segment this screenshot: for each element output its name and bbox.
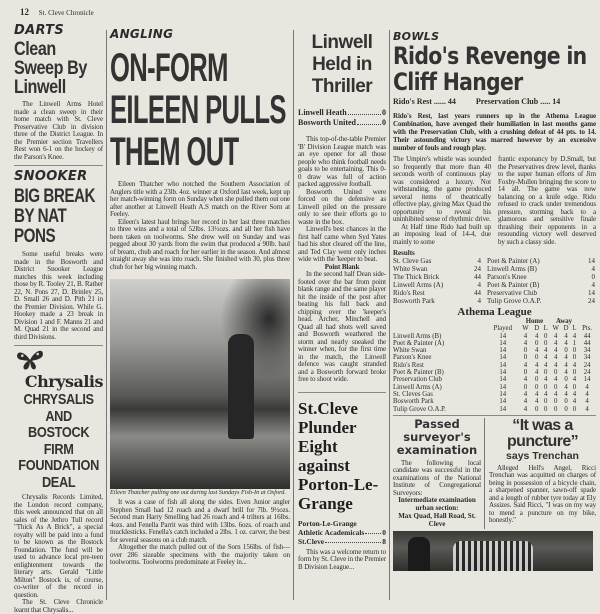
league-cell: 14 — [499, 347, 507, 355]
result-team: Linwell Arms (A) — [393, 281, 444, 289]
team-score: 44 — [447, 97, 456, 106]
league-cell: 0 — [564, 347, 568, 355]
score-away: Preservation Club ..... 14 — [475, 97, 561, 106]
league-cell: 0 — [553, 369, 558, 377]
result-team: Bosworth Park — [393, 297, 435, 305]
score-row — [298, 528, 386, 537]
butterfly-logo-icon — [14, 348, 103, 372]
puncture-body: Alleged Hell's Angel, Ricci Trenchan was acquitted on charges of being in possession of a bicycle chain, a sharpened spanner, sawn-off spade and a length of rubber tyre today at Ely Assizes. Said Ricci, "I was on my way to mend a puncture on my bike, honestly." — [489, 463, 596, 525]
league-cell: 4 — [543, 347, 548, 355]
league-cell: 0 — [543, 383, 548, 391]
divider — [14, 165, 103, 166]
result-score: 44 — [474, 289, 481, 297]
league-cell: 4 — [564, 383, 568, 391]
league-cell: 0 — [534, 383, 539, 391]
league-cell: 24 — [583, 361, 591, 369]
league-cell: 0 — [572, 405, 577, 413]
league-cell: 4 — [564, 390, 568, 398]
linwell-scores — [298, 108, 386, 128]
league-cell: 34 — [583, 354, 591, 362]
league-cell: 4 — [585, 405, 589, 413]
league-cell: 14 — [499, 369, 507, 377]
league-cell: 4 — [585, 383, 589, 391]
league-column-header: D — [534, 325, 540, 333]
angling-article — [110, 27, 290, 567]
score-row — [298, 118, 386, 128]
league-column-header: Played — [493, 325, 512, 333]
bowls-body — [393, 156, 596, 246]
team-name: Athletic Academicals — [298, 527, 365, 537]
linwell-paragraph: Bosworth United were forced on the defensive as Linwell piled on the pressure only to see their efforts go to waste in the box. — [298, 187, 386, 226]
league-cell: 4 — [564, 339, 568, 347]
league-column-header — [393, 325, 486, 332]
league-cell: 14 — [499, 405, 507, 413]
league-cell: 44 — [583, 339, 591, 347]
result-score: 44 — [474, 273, 481, 281]
darts-body: The Linwell Arms Hotel made a clean sweep in their home match with St. Cleve Preservative Club in division three of the District League. In the Premier section Travellers Rest won 6-1 on the hockey of the Parson's Knee. — [14, 100, 103, 161]
bowls-paragraph: The Umpire's whistle was sounded so frequently that more than 40 seconds worth of continuous play was considered a luxury. Not withstanding, the game produced several items of theatrically effective play, giving Max Quad the opportunity to reveal his uninhibited sense of rhythmic drive. — [393, 155, 491, 223]
surveyor-headline: Passed surveyor's examination — [396, 416, 478, 457]
league-team: Linwell Arms (A) — [393, 383, 442, 391]
surveyor-article — [393, 418, 485, 529]
league-cell: 4 — [523, 339, 528, 347]
puncture-article — [489, 418, 596, 529]
league-cell: 34 — [583, 347, 591, 355]
league-cell: 0 — [543, 398, 548, 406]
stcleve-body: This was a welcome return to form by St. Cleve in the Premier B Division League... — [298, 547, 386, 571]
league-cell: 14 — [583, 376, 591, 384]
bowls-kicker: BOWLS — [393, 30, 440, 43]
league-cell: 0 — [534, 339, 539, 347]
result-row — [393, 265, 596, 273]
league-cell: 4 — [523, 390, 528, 398]
team-score: 0 — [382, 118, 386, 127]
masthead — [20, 7, 94, 18]
league-cell: 14 — [499, 376, 507, 384]
score-row — [298, 537, 386, 546]
team-name: Rido's Rest — [393, 97, 432, 106]
away-group: Away — [555, 318, 573, 325]
league-cell: 4 — [543, 390, 548, 398]
league-cell: 0 — [543, 339, 548, 347]
angling-kicker: ANGLING — [110, 27, 174, 41]
team-name: Bosworth United — [298, 118, 357, 127]
team-score: 14 — [552, 97, 561, 106]
league-title: Athema League — [457, 306, 532, 318]
team-score: 8 — [382, 536, 386, 546]
league-cell: 4 — [564, 369, 568, 377]
league-cell: 0 — [553, 405, 558, 413]
league-row — [393, 340, 596, 347]
league-cell: 14 — [499, 383, 507, 391]
league-cell: 4 — [585, 398, 589, 406]
league-row — [393, 398, 596, 405]
league-cell: 0 — [564, 376, 568, 384]
result-score: 4 — [477, 257, 481, 265]
league-cell: 4 — [523, 376, 528, 384]
league-cell: 4 — [534, 398, 539, 406]
league-column-header: L — [543, 325, 548, 333]
league-row — [393, 347, 596, 354]
league-row — [393, 333, 596, 340]
surveyor-section: Intermediate examination urban section: — [398, 496, 476, 513]
team-photo — [393, 531, 593, 571]
league-cell: 4 — [534, 361, 539, 369]
league-cell: 0 — [572, 347, 577, 355]
result-team: Parson's Knee — [487, 273, 527, 281]
bowls-intro: Rido's Rest, last years runners up in the Athema League Combination, have avenged their humiliation in last months game with the Preservation Club, with a crushing defeat of 44 pts. to 14. Their astounding victory was marred however by an excessive number of fouls and rough play. — [393, 112, 596, 152]
team-score: 0 — [382, 527, 386, 537]
bowls-headline: Rido's Revenge in Cliff Hanger — [393, 42, 587, 96]
league-column-header: W — [522, 325, 529, 333]
league-cell: 4 — [523, 405, 528, 413]
league-group-row — [393, 318, 596, 325]
league-team: Rido's Rest — [393, 361, 424, 369]
league-cell: 14 — [499, 354, 507, 362]
result-score: 0 — [591, 273, 595, 281]
result-team: Poet & Painter (A) — [487, 257, 540, 265]
league-cell: 4 — [543, 361, 548, 369]
angler-photo-caption: Eileen Thatcher pulling one out during last Sundays Fish-In at Oxford. — [110, 489, 286, 496]
league-cell: 14 — [499, 390, 507, 398]
league-cell: 4 — [534, 390, 539, 398]
league-team: St. Cleves Gas — [393, 390, 433, 398]
league-row — [393, 376, 596, 383]
result-row — [393, 281, 596, 289]
result-score: 24 — [474, 265, 481, 273]
league-cell: 4 — [585, 390, 589, 398]
stcleve-scores — [298, 519, 386, 546]
result-team: Rido's Rest — [393, 289, 425, 297]
league-team: Bosworth Park — [393, 398, 434, 406]
angler-figure — [228, 334, 254, 439]
league-cell: 14 — [499, 332, 507, 340]
league-team: Parson's Knee — [393, 354, 432, 362]
result-score: 4 — [477, 281, 481, 289]
league-team: Linwell Arms (B) — [393, 332, 442, 340]
league-cell: 0 — [543, 369, 548, 377]
league-team: Preservation Club — [393, 376, 442, 384]
league-row — [393, 406, 596, 413]
result-team: Linwell Arms (B) — [487, 265, 537, 273]
angling-paragraph: Eileen Thatcher who notched the Southern Association of Anglers title with a 23lb. 4oz. winner at Oxford last week, kept up her match-winning form on Sunday when she pulled them out one after another at Linwell Heath A.S match on the River Sorn at Feeley. — [110, 180, 290, 218]
angling-paragraph: Altogether the match pulled out of the Sorn 156lbs. of fish—over 286 sizeable specimens with the majority taken on toolworms. Toolworms predominate at Feeley in... — [110, 543, 290, 566]
league-cell: 4 — [553, 390, 558, 398]
angler-photo — [110, 279, 290, 489]
league-cell: 4 — [572, 376, 577, 384]
headline-line: THEM OUT — [110, 130, 239, 174]
league-cell: 4 — [572, 398, 577, 406]
league-team: White Swan — [393, 347, 427, 355]
league-cell: 4 — [553, 354, 558, 362]
result-score: 24 — [588, 297, 595, 305]
league-cell: 4 — [572, 332, 577, 340]
league-row — [393, 354, 596, 361]
column-rule — [389, 30, 390, 600]
column-third — [298, 32, 386, 571]
angling-paragraph: It was a case of fish all along the sides. Even Junior angler Stephen Small had 12 roach and a dwarf brill for 7lb. 9½ozs. Second man Harry Smelling had 26 roach and 4 trilters at 16lbs. 4ozs. and Fenella Parrit was third with 13lbs. 6ozs. of roach and mucklesticks. Fenella's catch included a 2lbs. 1 oz. carver, the best for several seasons on a club match. — [110, 498, 290, 544]
bowls-col-1 — [393, 156, 491, 246]
result-score: 4 — [591, 265, 595, 273]
surveyor-body: The following local candidate was successful in the examinations of the National Institute of Congregational Surveyors: — [393, 458, 481, 497]
linwell-subhead: Point Blank — [324, 262, 360, 271]
headline-line: ON-FORM — [110, 46, 228, 90]
league-team: Tulip Grove O.A.P. — [393, 405, 446, 413]
league-team: Poet & Painter (A) — [393, 339, 445, 347]
divider — [14, 345, 103, 346]
league-column-header: W — [552, 325, 559, 333]
league-cell: 4 — [553, 347, 558, 355]
angling-body-top — [110, 181, 290, 271]
angling-paragraph: Eileen's latest haul brings her record in her last three matches to three wins and a total of 52lbs. 13½ozs. and all her fish have been taken on toolworms. She drew well on Sunday and was pegged about 30 yards from the swim that produced a 90lb. haul of bream, chub and roach for her earlier in the season. And almost straight away she was into roach. She finished with 30, plus three chub for her big winning match. — [110, 217, 290, 271]
result-team: White Swan — [393, 265, 428, 273]
league-cell: 4 — [553, 376, 558, 384]
results-list — [393, 257, 596, 305]
darts-kicker: DARTS — [14, 23, 65, 38]
snooker-kicker: SNOOKER — [14, 169, 88, 184]
puncture-headline: “It was a puncture” — [506, 416, 579, 450]
league-cell: 0 — [543, 405, 548, 413]
headline-line: EILEEN PULLS — [110, 88, 286, 132]
result-row — [393, 297, 596, 305]
league-cell: 4 — [553, 361, 558, 369]
stcleve-headline: St.Cleve Plunder Eight against Porton-Le-Grange — [298, 398, 379, 513]
league-column-header: L — [572, 325, 577, 333]
result-team: Poet & Painter (B) — [487, 281, 540, 289]
league-cell: 0 — [572, 369, 577, 377]
league-cell: 0 — [553, 398, 558, 406]
league-cell: 0 — [564, 398, 568, 406]
league-cell: 0 — [523, 383, 528, 391]
league-row — [393, 391, 596, 398]
league-table — [393, 318, 596, 413]
angling-body-bottom — [110, 499, 290, 567]
league-cell: 14 — [499, 361, 507, 369]
linwell-headline: Linwell Held in Thriller — [311, 32, 373, 97]
divider — [393, 415, 596, 416]
league-cell: 4 — [534, 332, 539, 340]
chrysalis-logo: Chrysalis — [24, 372, 103, 391]
league-cell: 4 — [553, 339, 558, 347]
league-cell: 0 — [534, 376, 539, 384]
result-team: Tulip Grove O.A.P. — [487, 297, 542, 305]
league-cell: 4 — [564, 332, 568, 340]
snooker-article — [14, 170, 103, 341]
chrysalis-body — [14, 494, 103, 614]
league-cell: 4 — [534, 347, 539, 355]
league-team: Poet & Painter (B) — [393, 369, 444, 377]
league-column-header: D — [563, 325, 569, 333]
league-row — [393, 369, 596, 376]
linwell-paragraph: In the second half Dean side-footed over the bar from point blank range and the same player hit the inside of the post after beating his full back and chipping over the 'keeper's head. Archer, Minchell and Quad all had shots well saved and Bosworth weathered the storm and nearly sneaked the winner when, for the first time in the match, the Linwell defence was caught stranded and a Bosworth forward broke free to shoot wide. — [298, 270, 386, 383]
team-name: Preservation Club — [475, 97, 539, 106]
lower-articles — [393, 418, 596, 529]
column-rule — [106, 30, 107, 600]
result-team: The Thick Brick — [393, 273, 440, 281]
score-row — [298, 108, 386, 118]
league-cell: 4 — [523, 332, 528, 340]
divider — [298, 392, 386, 393]
league-cell: 4 — [564, 361, 568, 369]
league-cell: 0 — [572, 354, 577, 362]
snooker-headline: BIG BREAK BY NAT PONS — [14, 186, 95, 247]
league-cell: 0 — [572, 383, 577, 391]
league-cell: 24 — [583, 369, 591, 377]
league-cell: 14 — [499, 398, 507, 406]
team-name: Linwell Heath — [298, 108, 347, 117]
result-team: St. Cleve Gas — [393, 257, 432, 265]
result-score: 14 — [588, 289, 595, 297]
result-score: 14 — [588, 257, 595, 265]
team-score: 0 — [382, 108, 386, 117]
league-cell: 4 — [534, 369, 539, 377]
bowls-score-line — [393, 97, 596, 107]
photo-figure — [408, 537, 430, 571]
league-cell: 0 — [534, 405, 539, 413]
league-cell: 4 — [553, 332, 558, 340]
league-cell: 0 — [534, 354, 539, 362]
bowls-paragraph: At Half time Rido had built up an imposing lead of 14-4, due mainly to some — [393, 222, 491, 246]
league-cell: 0 — [543, 332, 548, 340]
angling-headline — [110, 47, 290, 173]
team-name: St.Cleve — [298, 536, 325, 546]
snooker-body: Some useful breaks were made in the Bosworth and District Snooker League matches this week including those by R. Tooley 21, B. Rather 22, N. Pons 27, D. Brinley 25, D. Small 26 and D. Pith 21 in the Premier Division. While G. Hookey made a 23 break in Division 1 and F. Manns 21 and M. Quad 21 in the second and third Divisions. — [14, 250, 103, 341]
chrysalis-paragraph: Chrysalis Records Limited, the London record company, this week announced that on all sales of the Jethro Tull record "Thick As A Brick", a special royalty will be paid into a fund to be known as the Bostock Foundation. The fund will be used to advance local pre-teen enlightenment towards the literary arts. Gerald "Little Milton" Bostock is, of course, co-writer of the record in question. — [14, 493, 103, 599]
column-rule — [293, 30, 294, 600]
league-cell: 0 — [564, 405, 568, 413]
result-score: 4 — [477, 297, 481, 305]
home-group: Home — [525, 318, 544, 325]
league-cell: 44 — [583, 332, 591, 340]
league-cell: 4 — [543, 354, 548, 362]
league-cell: 4 — [523, 361, 528, 369]
league-row — [393, 384, 596, 391]
score-home: Rido's Rest ...... 44 — [393, 97, 456, 106]
league-cell: 14 — [499, 339, 507, 347]
linwell-paragraph: Linwell's best chances in the first half came when Syd Yates had his shot cleared off the line, and Ted Clay went only inches wide with the 'keeper to beat. — [298, 225, 386, 263]
result-row — [393, 289, 596, 297]
league-row — [393, 362, 596, 369]
page-number: 12 — [20, 7, 29, 17]
scores-heading: Porton-Le-Grange — [298, 518, 357, 528]
darts-headline: Clean Sweep By Linwell — [14, 39, 87, 98]
results-heading: Results — [393, 249, 415, 257]
striped-shirts — [453, 541, 533, 571]
linwell-paragraph: This top-of-the-table Premier 'B' Division League match was an eye opener for all those people who think football needs goals to be entertaining. This 0-0 draw was full of action packed aggressive football. — [298, 135, 386, 188]
paper-name: St. Cleve Chronicle — [38, 9, 94, 17]
result-row — [393, 257, 596, 265]
league-cell: 1 — [572, 339, 577, 347]
league-cell: 4 — [543, 376, 548, 384]
chrysalis-headline: CHRYSALIS AND BOSTOCK FIRM FOUNDATION DEAL — [18, 391, 99, 491]
surveyor-name: Max Quad, Hall Road, St. Cleve — [398, 511, 476, 528]
linwell-body — [298, 136, 386, 384]
league-cell: 0 — [553, 383, 558, 391]
league-cell: 4 — [572, 361, 577, 369]
league-header-row — [393, 325, 596, 332]
league-cell: 4 — [523, 398, 528, 406]
league-cell: 0 — [523, 347, 528, 355]
league-cell: 4 — [572, 390, 577, 398]
puncture-subhead: says Trenchan — [506, 449, 579, 462]
league-cell: 0 — [523, 369, 528, 377]
bowls-col-2: frantic exponancy by D.Small, but the Preservatives drew level, thanks to the super human efforts of Jim Foxby-Mullen bringing the score to 14 all. The game was now balancing on a knife edge. Rido refused to crack under tremendous pressure, storming back to a glamorous and sensitive finale thrashing their opponents in a resounding victory well deserved by such a classy side. — [498, 155, 596, 246]
column-left — [14, 24, 103, 614]
darts-article — [14, 24, 103, 161]
league-cell: 4 — [564, 354, 568, 362]
chrysalis-paragraph: The St. Cleve Chronicle learnt that Chrysalis... — [14, 598, 103, 614]
league-column-header: Pts. — [582, 325, 593, 333]
league-cell: 0 — [523, 354, 528, 362]
column-right — [393, 30, 596, 571]
result-team: Preservative Club — [487, 289, 537, 297]
result-score: 4 — [591, 281, 595, 289]
result-row — [393, 273, 596, 281]
chrysalis-article — [14, 348, 103, 614]
